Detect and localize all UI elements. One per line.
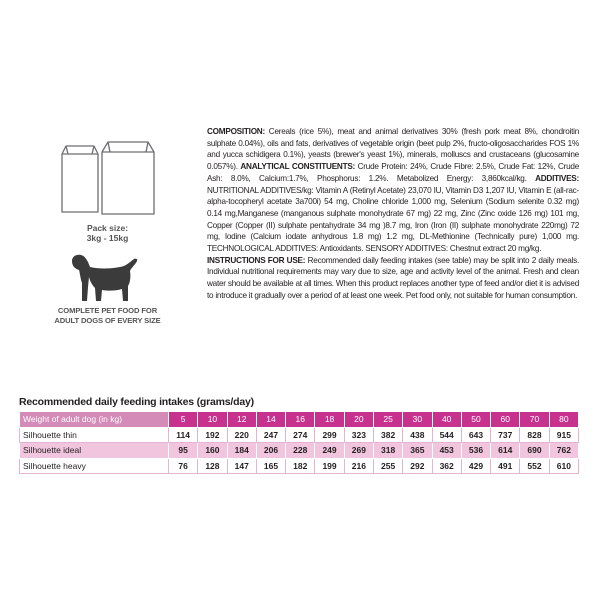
- table-cell: 199: [315, 458, 344, 474]
- table-cell: 828: [520, 427, 549, 443]
- table-row: [20, 427, 579, 443]
- weight-header-cell: 5: [169, 412, 198, 428]
- weight-header-cell: 18: [315, 412, 344, 428]
- table-cell: 76: [169, 458, 198, 474]
- table-cell: 182: [286, 458, 315, 474]
- row-label: Silhouette thin: [20, 427, 169, 443]
- analytical-heading: ANALYTICAL CONSTITUENTS:: [240, 162, 356, 172]
- table-cell: 643: [461, 427, 490, 443]
- product-description: [40, 306, 175, 326]
- analytical-text: Crude Protein: 24%, Crude Fibre: 2.5%, Crude Fat: 12%, Crude Ash: 8.0%, Calcium:1.7%, Phosphorus: 1.2%. Metabolized Energy: 3,860kcal/kg.: [207, 162, 579, 183]
- table-cell: 362: [432, 458, 461, 474]
- table-cell: 610: [549, 458, 578, 474]
- additives-heading: ADDITIVES:: [535, 173, 579, 183]
- weight-header-cell: 60: [491, 412, 520, 428]
- pack-size-title: Pack size:: [86, 223, 129, 233]
- dog-silhouette-icon: [68, 253, 148, 305]
- weight-header-cell: 14: [256, 412, 285, 428]
- weight-header-cell: 16: [286, 412, 315, 428]
- instructions-text: Recommended daily feeding intakes (see table) may be split into 2 daily meals. Individual nutritional requirements may vary due to size, age and activity level of the animal. Fresh and clean water should be available at all times. When this product replaces another type of feed and/or diet it is advised to introduce it gradually over a period of at least one week. Pet food only, not suitable for human consumption.: [207, 255, 579, 300]
- weight-header-cell: 40: [432, 412, 461, 428]
- table-cell: 453: [432, 443, 461, 459]
- composition-text: Cereals (rice 5%), meat and animal derivatives 30% (fresh pork meat 8%, chondroitin sulphate 0.04%), oils and fats, derivatives of vegetable origin (beet pulp 2%, fructo-oligosaccharides FOS 1% and yucca schidigera 0.1%), yeasts (brewer's yeast 1%), minerals, molluscs and crustaceans (glucosamine 0.057%).: [207, 127, 579, 172]
- product-description-line1: COMPLETE PET FOOD FOR: [57, 306, 158, 315]
- instructions-paragraph: [207, 255, 579, 302]
- row-label: Silhouette heavy: [20, 458, 169, 474]
- table-header-row: [20, 412, 579, 428]
- table-cell: 165: [256, 458, 285, 474]
- table-cell: 247: [256, 427, 285, 443]
- label-text-block: [207, 126, 579, 302]
- table-cell: 206: [256, 443, 285, 459]
- table-cell: 536: [461, 443, 490, 459]
- product-description-line2: ADULT DOGS OF EVERY SIZE: [54, 316, 161, 325]
- table-cell: 216: [344, 458, 373, 474]
- table-cell: 274: [286, 427, 315, 443]
- table-row: [20, 458, 579, 474]
- table-cell: 255: [373, 458, 402, 474]
- product-info-panel: [40, 128, 175, 338]
- weight-header-cell: 80: [549, 412, 578, 428]
- table-header-label: Weight of adult dog (in kg): [20, 412, 169, 428]
- weight-header-cell: 50: [461, 412, 490, 428]
- food-bags-icon: [60, 140, 160, 222]
- weight-header-cell: 70: [520, 412, 549, 428]
- pack-size-values: 3kg - 15kg: [86, 233, 129, 243]
- feeding-table: [19, 411, 579, 474]
- table-cell: 95: [169, 443, 198, 459]
- table-cell: 438: [403, 427, 432, 443]
- table-cell: 269: [344, 443, 373, 459]
- table-cell: 184: [227, 443, 256, 459]
- table-cell: 292: [403, 458, 432, 474]
- table-cell: 249: [315, 443, 344, 459]
- table-cell: 552: [520, 458, 549, 474]
- table-cell: 915: [549, 427, 578, 443]
- pack-size-label: [40, 223, 175, 243]
- table-cell: 365: [403, 443, 432, 459]
- weight-header-cell: 25: [373, 412, 402, 428]
- composition-heading: COMPOSITION:: [207, 127, 265, 136]
- table-cell: 491: [491, 458, 520, 474]
- feeding-table-title: Recommended daily feeding intakes (grams/day): [19, 396, 254, 408]
- table-cell: 114: [169, 427, 198, 443]
- additives-text: NUTRITIONAL ADDITIVES/kg: Vitamin A (Retinyl Acetate) 23,070 IU, Vitamin D3 1,207 IU, Vitamin E (all-rac-alpha-tocopheryl acetate 3a700i) 54 mg, Choline chloride 1,000 mg, Selenium (Sodium selenite 0.32 mg) 0.14 mg,Manganese (manganous sulphate monohydrate 67 mg) 22 mg, Zinc (Zinc oxide 126 mg) 101 mg, Copper (Copper (II) sulphate pentahydrate 34 mg )8.7 mg, Iron (Iron (II) sulphate monohydrate 220mg) 72 mg, Iodine (Calcium iodate anhydrous 1.8 mg) 1.2 mg, DL-Methionine (Technically pure) 1,000 mg. TECHNOLOGICAL ADDITIVES: Antioxidants. SENSORY ADDITIVES: Chestnut extract 20 mg/kg.: [207, 185, 579, 254]
- weight-header-cell: 10: [198, 412, 227, 428]
- table-cell: 147: [227, 458, 256, 474]
- weight-header-cell: 30: [403, 412, 432, 428]
- table-cell: 690: [520, 443, 549, 459]
- table-cell: 762: [549, 443, 578, 459]
- table-cell: 299: [315, 427, 344, 443]
- table-cell: 318: [373, 443, 402, 459]
- row-label: Silhouette ideal: [20, 443, 169, 459]
- table-cell: 382: [373, 427, 402, 443]
- table-cell: 228: [286, 443, 315, 459]
- table-cell: 323: [344, 427, 373, 443]
- table-cell: 544: [432, 427, 461, 443]
- table-cell: 160: [198, 443, 227, 459]
- weight-header-cell: 12: [227, 412, 256, 428]
- instructions-heading: INSTRUCTIONS FOR USE:: [207, 255, 306, 265]
- table-cell: 614: [491, 443, 520, 459]
- table-cell: 192: [198, 427, 227, 443]
- table-cell: 737: [491, 427, 520, 443]
- table-cell: 128: [198, 458, 227, 474]
- table-cell: 220: [227, 427, 256, 443]
- weight-header-cell: 20: [344, 412, 373, 428]
- composition-paragraph: [207, 126, 579, 255]
- table-cell: 429: [461, 458, 490, 474]
- table-row: [20, 443, 579, 459]
